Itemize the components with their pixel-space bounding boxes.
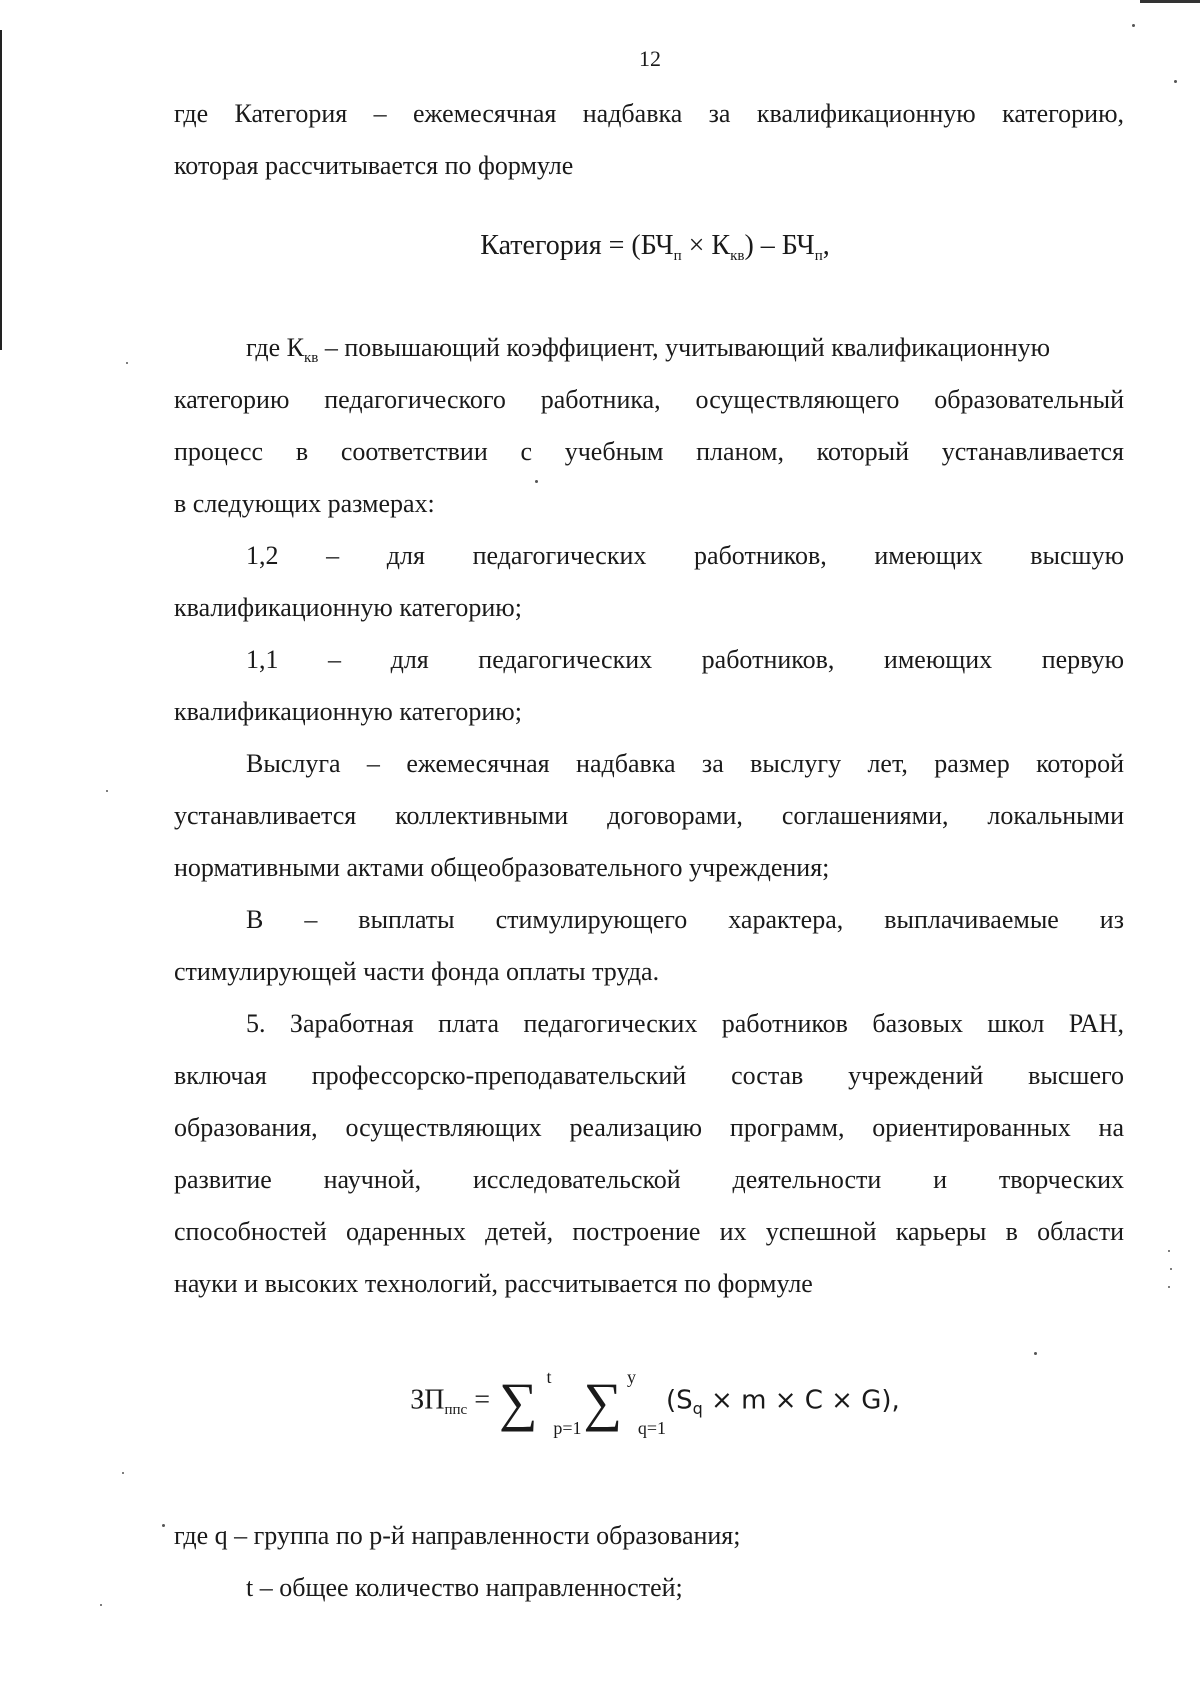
- text-line: квалификационную категорию;: [174, 593, 522, 622]
- text-line: устанавливается коллективными договорами, соглашениями, локальными: [174, 801, 1124, 830]
- text-line: 1,2 – для педагогических работников, имеющих высшую: [246, 541, 1124, 570]
- formula-category: [0, 230, 1200, 262]
- text-line: категорию педагогического работника, осуществляющего образовательный: [174, 385, 1124, 414]
- text-line: t – общее количество направленностей;: [246, 1573, 683, 1602]
- paragraph-coef-1-1: [174, 634, 1124, 738]
- formula-subscript: ппс: [444, 1402, 468, 1419]
- text-line: нормативными актами общеобразовательного учреждения;: [174, 853, 830, 882]
- formula-text: ,: [822, 230, 830, 261]
- formula-subscript: q: [692, 1399, 703, 1419]
- scan-speck: [1168, 1286, 1170, 1288]
- summation-inner: [583, 1367, 666, 1438]
- sum-lower-limit: q=1: [637, 1418, 666, 1438]
- text-line: где q – группа по р-й направленности образования;: [174, 1521, 741, 1550]
- scan-speck: [1034, 1352, 1037, 1355]
- scan-speck: [162, 1524, 165, 1527]
- text-line: квалификационную категорию;: [174, 697, 522, 726]
- formula-text: × m × C × G),: [702, 1385, 900, 1416]
- scan-speck: [126, 362, 128, 364]
- paragraph-t-definition: [174, 1562, 1124, 1614]
- sum-lower-limit: p=1: [553, 1418, 582, 1438]
- scan-speck: [106, 790, 108, 792]
- text-line: процесс в соответствии с учебным планом, который устанавливается: [174, 437, 1124, 466]
- text-line: где Категория – ежемесячная надбавка за квалификационную категорию,: [174, 99, 1124, 128]
- paragraph-kkv-definition: [174, 322, 1124, 530]
- formula-subscript: п: [814, 248, 823, 264]
- scan-speck: [1168, 1250, 1170, 1252]
- sigma-symbol: ∑: [583, 1372, 622, 1432]
- formula-text: (S: [665, 1385, 693, 1416]
- text-line: [174, 322, 1124, 374]
- text-line: 1,1 – для педагогических работников, имеющих первую: [246, 645, 1124, 674]
- paragraph-item-5: [174, 998, 1124, 1310]
- formula-text: × К: [681, 230, 731, 261]
- formula-salary: [0, 1367, 1200, 1438]
- scan-speck: [1170, 1268, 1172, 1270]
- text-line: науки и высоких технологий, рассчитывается по формуле: [174, 1269, 813, 1298]
- text-line: Выслуга – ежемесячная надбавка за выслугу лет, размер которой: [246, 749, 1124, 778]
- formula-subscript: кв: [730, 248, 745, 264]
- text-fragment: – повышающий коэффициент, учитывающий квалификационную: [318, 333, 1051, 362]
- paragraph-coef-1-2: [174, 530, 1124, 634]
- scan-left-edge: [0, 30, 2, 350]
- page-number: 12: [639, 46, 661, 71]
- paragraph-q-definition: [174, 1510, 1124, 1562]
- text-line: 5. Заработная плата педагогических работников базовых школ РАН,: [246, 1009, 1124, 1038]
- paragraph-category-definition: [174, 88, 1124, 192]
- sum-upper-limit: y: [626, 1367, 636, 1387]
- paragraph-incentive: [174, 894, 1124, 998]
- text-line: которая рассчитывается по формуле: [174, 151, 574, 180]
- paragraph-seniority: [174, 738, 1124, 894]
- scan-speck: [535, 480, 538, 483]
- text-line: образования, осуществляющих реализацию программ, ориентированных на: [174, 1113, 1124, 1142]
- scan-corner-mark: [1140, 0, 1200, 3]
- scan-speck: [1174, 80, 1177, 83]
- sum-upper-limit: t: [546, 1367, 552, 1387]
- formula-text: ) – БЧ: [744, 230, 815, 261]
- text-subscript: кв: [303, 350, 319, 366]
- text-line: В – выплаты стимулирующего характера, выплачиваемые из: [246, 905, 1124, 934]
- scan-speck: [100, 1604, 102, 1606]
- sigma-symbol: ∑: [498, 1372, 538, 1432]
- formula-text: ЗП: [410, 1384, 445, 1416]
- text-line: способностей одаренных детей, построение их успешной карьеры в области: [174, 1217, 1124, 1246]
- text-line: стимулирующей части фонда оплаты труда.: [174, 957, 660, 986]
- text-line: включая профессорско-преподавательский состав учреждений высшего: [174, 1061, 1124, 1090]
- formula-subscript: п: [673, 248, 682, 264]
- text-line: развитие научной, исследовательской деятельности и творческих: [174, 1165, 1124, 1194]
- formula-text: =: [467, 1384, 497, 1416]
- scan-speck: [122, 1472, 124, 1474]
- text-fragment: где К: [246, 333, 304, 362]
- formula-text: Категория = (БЧ: [480, 230, 674, 261]
- text-line: в следующих размерах:: [174, 489, 435, 518]
- summation-outer: [498, 1367, 582, 1438]
- scan-speck: [1132, 24, 1135, 27]
